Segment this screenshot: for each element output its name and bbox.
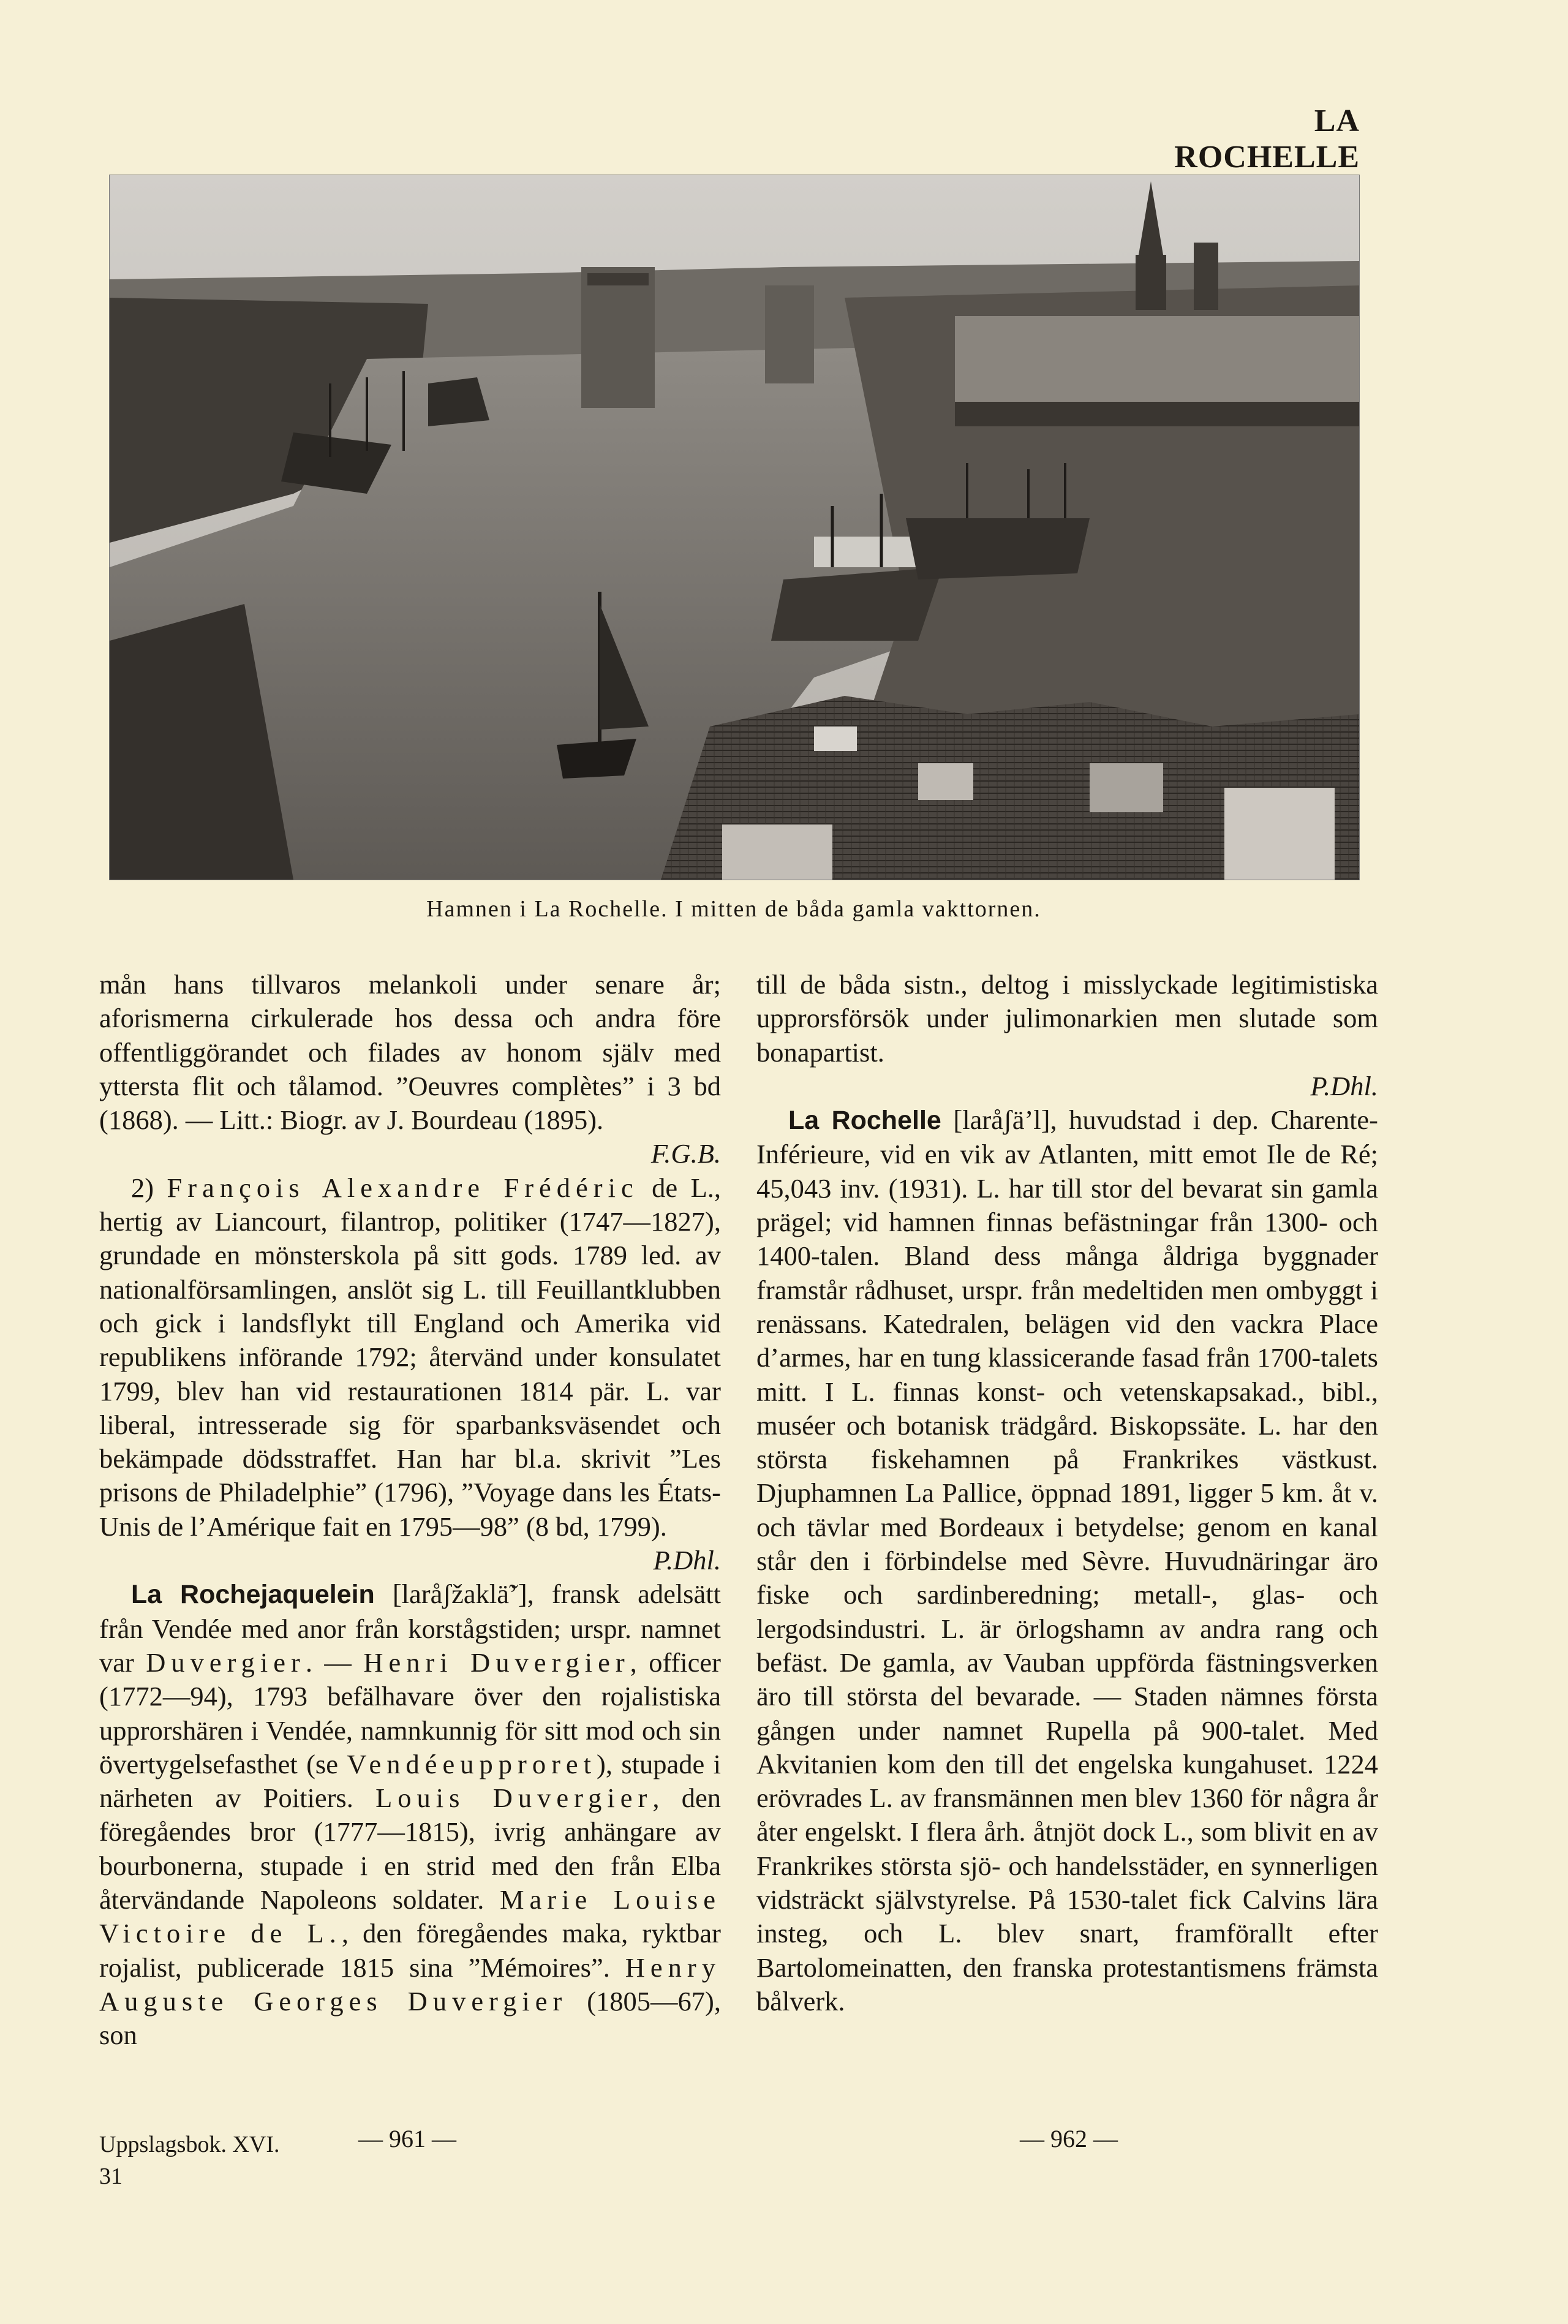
author-signature: F.G.B. [650, 1138, 721, 1169]
entry-headword: La Rochelle [788, 1106, 941, 1136]
page-number-right: — 962 — [1020, 2125, 1118, 2152]
photo-caption: Hamnen i La Rochelle. I mitten de båda gamla vakttornen. [426, 896, 1041, 922]
entry-headword: La Rochejaquelein [131, 1580, 375, 1610]
entry-text: , officer (1772—94), 1793 befälhavare över den rojalistiska upprorshären i Vendée, namnkunnig för sitt mod och sin övertygelsefasthet (se [99, 1647, 721, 1779]
entry-text: . — [305, 1647, 364, 1678]
entry-la-rochejaquelein [99, 1577, 721, 2052]
volume-info [99, 2129, 279, 2192]
person-name: François Alexandre Frédéric [167, 1172, 639, 1203]
volume-label: Uppslagsbok. XVI. [99, 2132, 280, 2157]
entry-text: [laråʃä’l], huvudstad i dep. Charente-Inférieure, vid en vik av Atlanten, mitt emot Ile de Ré; 45,043 inv. (1931). L. har till stor del bevarat sin gamla prägel; vid hamnen finnas befästningar från 1300- och 1400-talen. Bland dess många åldriga byggnader framstår rådhuset, urspr. från medeltiden men ombyggt i renässans. Katedralen, belägen vid den vackra Place d’armes, har en tung klassicerande fasad från 1700-talets mitt. I L. finnas konst- och vetenskapsakad., bibl., muséer och botanisk trädgård. Biskopssäte. L. har den största fiskehamnen på Frankrikes västkust. Djuphamnen La Pallice, öppnad 1891, ligger 5 km. åt v. och tävlar med Bordeaux i betydelse; genom en kanal står den i förbindelse med Sèvre. Huvudnäringar äro fiske och sardinberedning; metall-, glas- och lergodsindustri. L. är örlogshamn av andra rang och befäst. De gamla, av Vauban uppförda fästningsverken äro till största del bevarade. — Staden nämnes första gången under namnet Rupella på 900-talet. Med Akvitanien kom den till det engelska kungahuset. 1224 erövrades L. av fransmännen men blev 1360 för några år åter engelskt. I flera årh. åtnjöt dock L., som blivit en av Frankrikes största sjö- och handelsstäder, en synnerligen vidsträckt självstyrelse. På 1530-talet fick Calvins lära insteg, och L. blev snart, framförallt efter Bartolomeinatten, den franska protestantismens främsta bålverk. [756, 1104, 1378, 2017]
paragraph-text: till de båda sistn., deltog i misslyckade legitimistiska upprorsförsök under julimonarkien men slutade som bonapartist. [756, 969, 1378, 1068]
paragraph-text: mån hans tillvaros melankoli under senare år; aforismerna cirkulerade hos dessa och andra före offentliggörandet och filades av honom själv med yttersta flit och tålamod. ”Oeuvres complètes” i 3 bd (1868). — Litt.: Biogr. av J. Bourdeau (1895). [99, 969, 721, 1136]
running-header: LA ROCHELLE [1174, 104, 1360, 175]
harbour-photo-drawing [110, 175, 1359, 880]
entry-francois [99, 1171, 721, 1578]
author-signature: P.Dhl. [653, 1545, 721, 1576]
entry-text: , den föregåendes maka, ryktbar rojalist, publicerade 1815 sina ”Mémoires”. [99, 1918, 721, 1983]
person-name: Louis Duvergier [375, 1783, 653, 1814]
entry-text: ), stupade i närheten av Poitiers. [99, 1748, 721, 1814]
entry-number: 2) [131, 1172, 167, 1203]
paragraph [99, 968, 721, 1171]
cross-reference: Vendéeupproret [347, 1748, 597, 1779]
text-column-right [756, 968, 1378, 2018]
entry-la-rochelle [756, 1103, 1378, 2018]
signature-number: 31 [99, 2164, 123, 2189]
page-number-left: — 961 — [358, 2125, 456, 2152]
person-name: Henry Auguste Georges Duvergier [99, 1952, 721, 2017]
entry-text: [laråʃžaklä̃’], fransk adelsätt från Vendée med anor från korstågstiden; urspr. namnet var [99, 1579, 721, 1678]
entry-text: de L., hertig av Liancourt, filantrop, politiker (1747—1827), grundade en mönsterskola på sitt gods. 1789 led. av nationalförsamlingen, anslöt sig L. till Feuillantklubben och gick i landsflykt till England och Amerika vid republikens införande 1792; återvänd under konsulatet 1799, blev han vid restaurationen 1814 pär. L. var liberal, intresserade sig för sparbanksväsendet och bekämpade dödsstraffet. Han har bl.a. skrivit ”Les prisons de Philadelphie” (1796), ”Voyage dans les États-Unis de l’Amérique fait en 1795—98” (8 bd, 1799). [99, 1172, 721, 1542]
person-name: Henri Duvergier [363, 1647, 630, 1678]
text-column-left [99, 968, 721, 2053]
paragraph [756, 968, 1378, 1103]
entry-text: (1805—67), son [99, 1985, 721, 2051]
harbour-photo [109, 175, 1360, 880]
person-name: Duvergier [146, 1647, 306, 1678]
entry-text: , den föregåendes bror (1777—1815), ivrig anhängare av bourbonerna, stupade i en strid med den från Elba återvändande Napoleons soldater. [99, 1783, 721, 1915]
person-name: Marie Louise Victoire de L. [99, 1884, 721, 1949]
author-signature: P.Dhl. [1310, 1070, 1378, 1101]
